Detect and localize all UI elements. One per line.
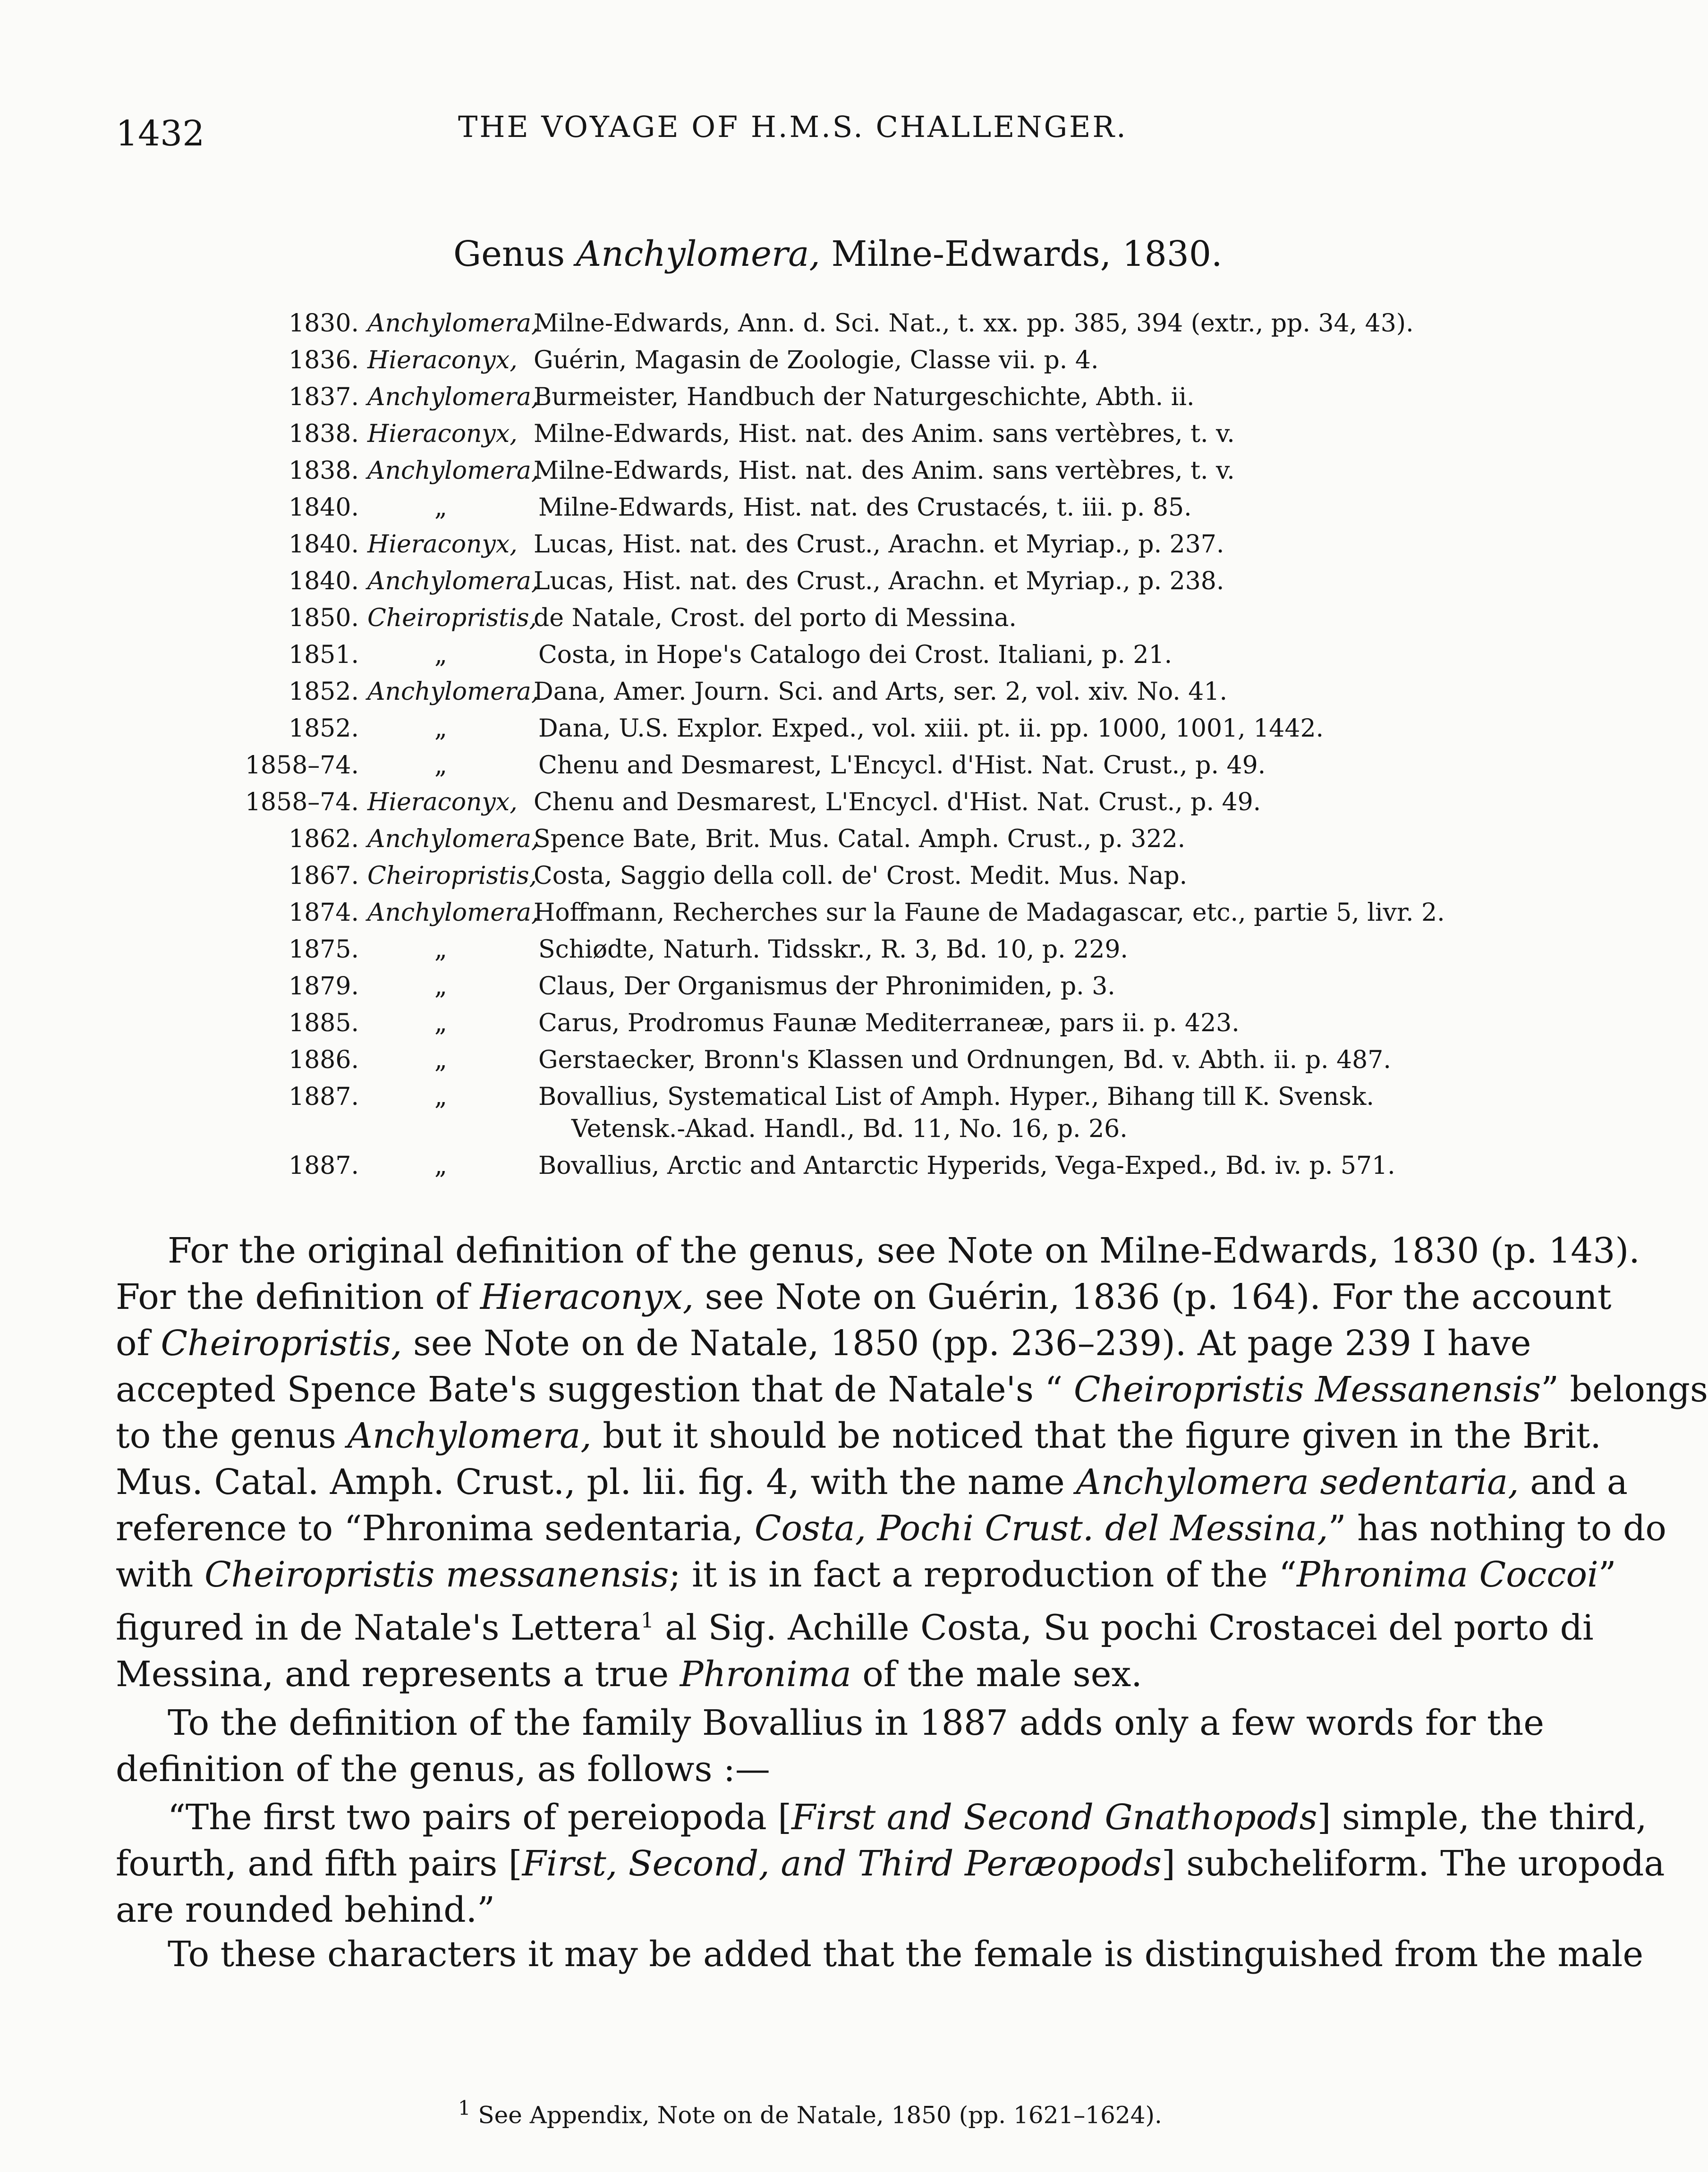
synonymy-genus-name: Anchylomera,: [367, 383, 539, 411]
synonymy-year: 1858–74.: [245, 751, 359, 780]
synonymy-ditto-mark: „: [434, 1009, 447, 1037]
synonymy-year: 1840.: [289, 493, 359, 522]
footnote: [458, 2096, 1162, 2129]
synonymy-year: 1875.: [289, 935, 359, 964]
italic-term: Phronima: [680, 1654, 851, 1695]
synonymy-ditto-mark: „: [434, 972, 447, 1001]
synonymy-reference: Claus, Der Organismus der Phronimiden, p. 3.: [538, 972, 1115, 1001]
text-line: [116, 1841, 1665, 1887]
italic-term: Phronima Coccoi: [1296, 1554, 1598, 1595]
synonymy-year: 1837.: [289, 383, 359, 411]
synonymy-reference: Chenu and Desmarest, L'Encycl. d'Hist. Nat. Crust., p. 49.: [538, 751, 1266, 780]
synonymy-ditto-mark: „: [434, 714, 447, 743]
synonymy-genus-name: Anchylomera,: [367, 899, 539, 927]
synonymy-ditto-mark: „: [434, 751, 447, 780]
footnote-text: See Appendix, Note on de Natale, 1850 (pp. 1621–1624).: [470, 2101, 1162, 2129]
text-run: see Note on Guérin, 1836 (p. 164). For the account: [694, 1277, 1612, 1317]
synonymy-genus-name: Anchylomera,: [367, 567, 539, 595]
italic-term: Hieraconyx,: [480, 1277, 694, 1317]
text-run: but it should be noticed that the figure given in the Brit.: [591, 1416, 1601, 1456]
text-line: [116, 1459, 1628, 1505]
synonymy-reference: Milne-Edwards, Hist. nat. des Anim. sans vertèbres, t. v.: [534, 420, 1235, 448]
text-line: [116, 1320, 1531, 1366]
synonymy-ditto-mark: „: [434, 1083, 447, 1111]
text-line: [116, 1552, 1616, 1598]
synonymy-reference: Hoffmann, Recherches sur la Faune de Madagascar, etc., partie 5, livr. 2.: [534, 899, 1445, 927]
text-line: [116, 1274, 1612, 1320]
synonymy-year: 1830.: [289, 309, 359, 338]
synonymy-year: 1851.: [289, 641, 359, 669]
text-run: figured in de Natale's Lettera: [116, 1607, 641, 1648]
synonymy-reference: Chenu and Desmarest, L'Encycl. d'Hist. Nat. Crust., p. 49.: [534, 788, 1261, 816]
synonymy-reference: Milne-Edwards, Hist. nat. des Anim. sans vertèbres, t. v.: [534, 457, 1235, 485]
genus-heading: [453, 234, 1223, 274]
text-run: see Note on de Natale, 1850 (pp. 236–239). At page 239 I have: [402, 1323, 1531, 1364]
paragraph-quote: [116, 1794, 1665, 1933]
text-line: [116, 1887, 1476, 1933]
synonymy-genus-name: Cheiropristis,: [367, 862, 537, 890]
text-run: Messina, and represents a true: [116, 1654, 680, 1695]
text-run: Mus. Catal. Amph. Crust., pl. lii. fig. 4, with the name: [116, 1462, 1076, 1502]
synonymy-reference: Costa, Saggio della coll. de' Crost. Medit. Mus. Nap.: [534, 862, 1188, 890]
synonymy-year: 1840.: [289, 567, 359, 595]
text-run: al Sig. Achille Costa, Su pochi Crostacei del porto di: [654, 1607, 1594, 1648]
text-run: For the original definition of the genus, see Note on Milne-Edwards, 1830 (p. 143).: [168, 1230, 1640, 1271]
text-run: ] simple, the third,: [1317, 1797, 1647, 1838]
synonymy-year: 1840.: [289, 530, 359, 559]
synonymy-year: 1850.: [289, 604, 359, 632]
text-run: definition of the genus, as follows :—: [116, 1749, 770, 1790]
synonymy-genus-name: Anchylomera,: [367, 825, 539, 853]
synonymy-genus-name: Anchylomera,: [367, 309, 539, 338]
synonymy-year: 1887.: [289, 1152, 359, 1180]
synonymy-year: 1838.: [289, 420, 359, 448]
italic-term: Anchylomera,: [347, 1416, 592, 1456]
italic-term: Cheiropristis messanensis: [204, 1554, 669, 1595]
synonymy-year: 1886.: [289, 1046, 359, 1074]
text-run: to the genus: [116, 1416, 348, 1456]
synonymy-reference: de Natale, Crost. del porto di Messina.: [534, 604, 1017, 632]
text-run: fourth, and fifth pairs [: [116, 1843, 522, 1884]
text-line: [116, 1794, 1647, 1841]
text-run: ” has nothing to do: [1328, 1508, 1666, 1549]
running-title: THE VOYAGE OF H.M.S. CHALLENGER.: [458, 110, 1128, 144]
footnote-marker: 1: [458, 2096, 471, 2120]
text-run: with: [116, 1554, 204, 1595]
text-line: [116, 1228, 1640, 1274]
italic-term: First and Second Gnathopods: [791, 1797, 1317, 1838]
synonymy-reference-continuation: Vetensk.-Akad. Handl., Bd. 11, No. 16, p. 26.: [571, 1115, 1128, 1143]
synonymy-reference: Schiødte, Naturh. Tidsskr., R. 3, Bd. 10, p. 229.: [538, 935, 1128, 964]
text-run: ] subcheliform. The uropoda: [1162, 1843, 1665, 1884]
italic-term: Cheiropristis,: [161, 1323, 402, 1364]
synonymy-reference: Milne-Edwards, Hist. nat. des Crustacés, t. iii. p. 85.: [538, 493, 1192, 522]
text-line: [116, 1366, 1708, 1413]
synonymy-year: 1852.: [289, 678, 359, 706]
text-run: accepted Spence Bate's suggestion that de Natale's “: [116, 1369, 1074, 1410]
synonymy-ditto-mark: „: [434, 935, 447, 964]
synonymy-genus-name: Hieraconyx,: [367, 346, 518, 374]
synonymy-year: 1885.: [289, 1009, 359, 1037]
text-run: To these characters it may be added that the female is distinguished from the male: [168, 1934, 1644, 1975]
synonymy-genus-name: Hieraconyx,: [367, 530, 518, 559]
synonymy-reference: Bovallius, Arctic and Antarctic Hyperids, Vega-Exped., Bd. iv. p. 571.: [538, 1152, 1395, 1180]
text-run: are rounded behind.”: [116, 1890, 495, 1930]
text-run: of: [116, 1323, 161, 1364]
page-number: 1432: [116, 113, 205, 154]
synonymy-year: 1838.: [289, 457, 359, 485]
synonymy-reference: Burmeister, Handbuch der Naturgeschichte, Abth. ii.: [534, 383, 1195, 411]
text-line: [116, 1598, 1594, 1651]
synonymy-year: 1867.: [289, 862, 359, 890]
synonymy-year: 1862.: [289, 825, 359, 853]
text-line: [116, 1746, 1476, 1792]
text-run: and a: [1519, 1462, 1628, 1502]
paragraph-genus-definition: [116, 1228, 1708, 1697]
italic-term: Cheiropristis Messanensis: [1073, 1369, 1541, 1410]
synonymy-year: 1852.: [289, 714, 359, 743]
footnote-reference: 1: [640, 1609, 654, 1633]
text-line: [116, 1931, 1644, 1977]
genus-heading-authority: Milne-Edwards, 1830.: [820, 234, 1223, 274]
text-line: [116, 1700, 1545, 1746]
text-run: ” belongs: [1541, 1369, 1708, 1410]
synonymy-ditto-mark: „: [434, 1152, 447, 1180]
synonymy-year: 1874.: [289, 899, 359, 927]
synonymy-ditto-mark: „: [434, 1046, 447, 1074]
text-line: [116, 1651, 1476, 1697]
text-line: [116, 1413, 1601, 1459]
synonymy-year: 1887.: [289, 1083, 359, 1111]
synonymy-reference: Milne-Edwards, Ann. d. Sci. Nat., t. xx. pp. 385, 394 (extr., pp. 34, 43).: [534, 309, 1414, 338]
paragraph-bovallius: [116, 1700, 1545, 1792]
italic-term: First, Second, and Third Peræopods: [522, 1843, 1162, 1884]
genus-heading-prefix: Genus: [453, 234, 576, 274]
synonymy-reference: Guérin, Magasin de Zoologie, Classe vii. p. 4.: [534, 346, 1099, 374]
synonymy-reference: Spence Bate, Brit. Mus. Catal. Amph. Crust., p. 322.: [534, 825, 1186, 853]
synonymy-reference: Dana, U.S. Explor. Exped., vol. xiii. pt. ii. pp. 1000, 1001, 1442.: [538, 714, 1324, 743]
text-run: ”: [1598, 1554, 1616, 1595]
genus-heading-name: Anchylomera,: [576, 234, 820, 274]
italic-term: Costa, Pochi Crust. del Messina,: [754, 1508, 1328, 1549]
text-run: To the definition of the family Bovallius in 1887 adds only a few words for the: [168, 1703, 1545, 1743]
synonymy-reference: Carus, Prodromus Faunæ Mediterraneæ, pars ii. p. 423.: [538, 1009, 1240, 1037]
text-run: For the definition of: [116, 1277, 480, 1317]
synonymy-reference: Bovallius, Systematical List of Amph. Hyper., Bihang till K. Svensk.: [538, 1083, 1374, 1111]
text-line: [116, 1505, 1666, 1552]
synonymy-genus-name: Anchylomera,: [367, 678, 539, 706]
synonymy-reference: Lucas, Hist. nat. des Crust., Arachn. et Myriap., p. 238.: [534, 567, 1224, 595]
synonymy-reference: Gerstaecker, Bronn's Klassen und Ordnungen, Bd. v. Abth. ii. p. 487.: [538, 1046, 1391, 1074]
synonymy-year: 1879.: [289, 972, 359, 1001]
synonymy-reference: Lucas, Hist. nat. des Crust., Arachn. et Myriap., p. 237.: [534, 530, 1224, 559]
synonymy-genus-name: Hieraconyx,: [367, 788, 518, 816]
synonymy-genus-name: Hieraconyx,: [367, 420, 518, 448]
synonymy-genus-name: Anchylomera,: [367, 457, 539, 485]
synonymy-genus-name: Cheiropristis,: [367, 604, 537, 632]
text-run: ; it is in fact a reproduction of the “: [669, 1554, 1297, 1595]
text-run: reference to “Phronima sedentaria,: [116, 1508, 755, 1549]
synonymy-ditto-mark: „: [434, 493, 447, 522]
synonymy-reference: Costa, in Hope's Catalogo dei Crost. Italiani, p. 21.: [538, 641, 1173, 669]
synonymy-ditto-mark: „: [434, 641, 447, 669]
paragraph-characters: [116, 1931, 1644, 1977]
synonymy-year: 1858–74.: [245, 788, 359, 816]
text-run: “The first two pairs of pereiopoda [: [168, 1797, 792, 1838]
synonymy-year: 1836.: [289, 346, 359, 374]
synonymy-reference: Dana, Amer. Journ. Sci. and Arts, ser. 2, vol. xiv. No. 41.: [534, 678, 1227, 706]
italic-term: Anchylomera sedentaria,: [1076, 1462, 1519, 1502]
text-run: of the male sex.: [851, 1654, 1142, 1695]
